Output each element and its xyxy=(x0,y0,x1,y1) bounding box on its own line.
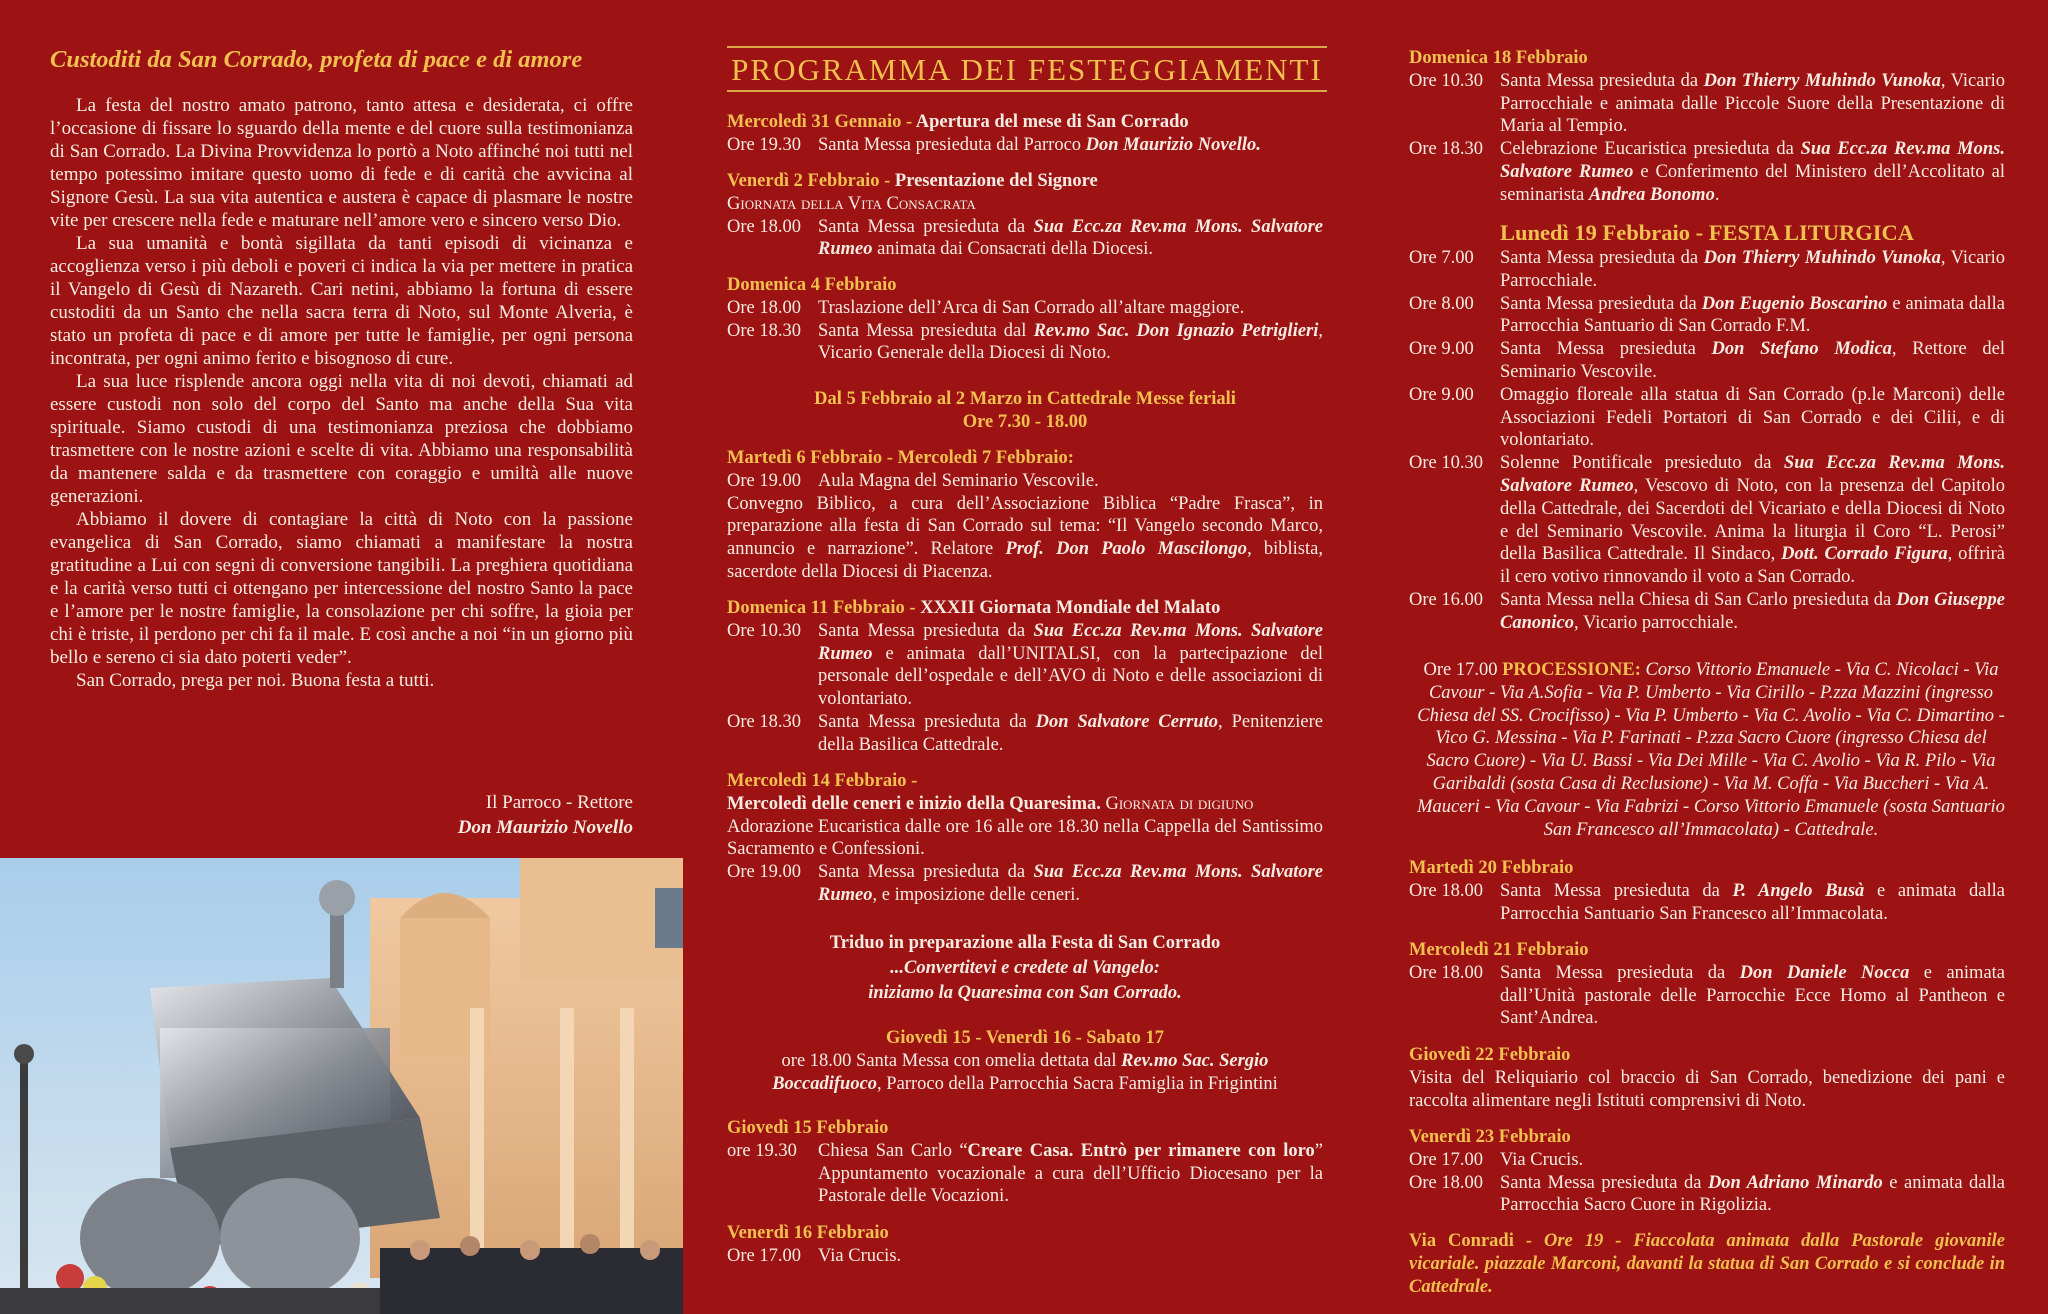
event-date: Mercoledì 21 Febbraio xyxy=(1409,940,1589,960)
procession-route xyxy=(1417,659,2005,841)
letter-paragraph: Abbiamo il dovere di contagiare la città di Noto con la passione evangelica di San Corrado, siamo chiamati a manifestare la nostra gratitudine a Lui con segni di conversione tangibili. La preghiera quotidiana e la carità verso tutti ci ottengano per intercessione del nostro Santo la pace e l’amore per le nostre famiglie, la consolazione per chi soffre, la gioia per chi è triste, il perdono per chi fa il male. E così anche a noi “in un giorno più bello e sereno ci sia dato poterti veder”. xyxy=(50,509,633,668)
event-desc: Santa Messa presieduta da xyxy=(818,711,1036,732)
event-desc: Convegno Biblico, a cura dell’Associazione Biblica “Padre Frasca”, in preparazione alla festa di San Corrado sul tema: “Il Vangelo secondo Marco, annuncio e narrazione”. Relatore xyxy=(727,493,1323,560)
event-desc: Solenne Pontificale presieduto da xyxy=(1500,453,1784,474)
event-person: Prof. Don Paolo Mascilongo xyxy=(1005,539,1248,560)
event-desc: Santa Messa presieduta da xyxy=(1500,962,1740,983)
event-desc: , Penitenziere della Basilica Cattedrale. xyxy=(818,711,1323,755)
event-desc: , Vicario Parrocchiale e animata dalle Piccole Suore della Presentazione di Maria al Tempio. xyxy=(1500,70,2006,137)
notice-line: ...Convertitevi e credete al Vangelo: xyxy=(890,958,1160,978)
event-desc: Traslazione dell’Arca di San Corrado all’altare maggiore. xyxy=(818,297,1245,318)
event-title: Presentazione del Signore xyxy=(894,171,1098,191)
event-desc: ” Appuntamento vocazionale a cura dell’Ufficio Diocesano per la Pastorale delle Vocazioni. xyxy=(818,1140,1323,1207)
event-person: Dott. Corrado Figura xyxy=(1781,544,1948,565)
program-event xyxy=(727,1117,1323,1208)
event-time: Ore 19.00 xyxy=(727,862,801,883)
program-event xyxy=(727,111,1323,157)
event-desc: , offrirà il cero votivo rinnovando il voto a San Corrado. xyxy=(1500,544,2005,588)
event-desc: Santa Messa nella Chiesa di San Carlo presieduta da xyxy=(1500,589,1897,610)
procession-photo xyxy=(0,858,683,1314)
event-desc: , Parroco della Parrocchia Sacra Famiglia in Frigintini xyxy=(877,1073,1278,1094)
event-desc: , Vescovo di Noto, con la presenza del Capitolo della Cattedrale, dei Sacerdoti del Vicariato e della Diocesi di Noto e del Seminario Vescovile. Anima la liturgia il Coro “L. Perosi” della Basilica Cattedrale. Il Sindaco, xyxy=(1500,475,2006,565)
procession-label: PROCESSIONE: xyxy=(1502,660,1641,680)
event-desc: , e imposizione delle ceneri. xyxy=(872,884,1081,905)
event-person: Sua Ecc.za Rev.ma Mons. Salvatore Rumeo xyxy=(818,620,1323,664)
event-title: XXXII Giornata Mondiale del Malato xyxy=(920,598,1221,618)
event-desc: Santa Messa presieduta dal Parroco xyxy=(818,134,1086,155)
event-desc: Via Crucis. xyxy=(1500,1149,1584,1170)
event-desc: , Vicario Parrocchiale. xyxy=(1500,248,2006,291)
program-event xyxy=(1409,1126,2005,1217)
event-time: Ore 9.00 xyxy=(1409,384,1474,405)
event-person: Sua Ecc.za Rev.ma Mons. Salvatore Rumeo xyxy=(1500,453,2005,496)
event-date: Mercoledì 14 Febbraio - xyxy=(727,771,918,791)
notice-line: Dal 5 Febbraio al 2 Marzo in Cattedrale Messe feriali xyxy=(814,389,1236,409)
event-desc: Santa Messa presieduta da xyxy=(1500,880,1733,901)
program-event xyxy=(1409,47,2005,207)
event-person: Don Stefano Modica xyxy=(1711,339,1892,360)
fiaccolata-desc: - Ore 19 - Fiaccolata animata dalla Pastorale giovanile vicariale. piazzale Marconi, davanti la statua di San Corrado e si conclude in Cattedrale. xyxy=(1409,1231,2005,1297)
event-desc: e animata dalla Parrocchia Sacro Cuore in Rigolizia. xyxy=(1500,1172,2006,1216)
program-event xyxy=(727,1222,1323,1268)
notice-line: Triduo in preparazione alla Festa di San Corrado xyxy=(829,933,1221,953)
program-event xyxy=(727,1027,1323,1095)
event-date: Mercoledì 31 Gennaio xyxy=(727,112,902,132)
event-desc: Via Crucis. xyxy=(818,1245,902,1266)
event-person: Don Thierry Muhindo Vunoka xyxy=(1703,70,1941,91)
event-person: Sua Ecc.za Rev.ma Mons. Salvatore Rumeo xyxy=(818,862,1323,905)
event-time: Ore 18.00 xyxy=(1409,1172,1483,1193)
program-event xyxy=(727,274,1323,365)
event-date: Domenica 11 Febbraio xyxy=(727,598,905,618)
festa-liturgica xyxy=(1409,219,2005,635)
event-date: Venerdì 23 Febbraio xyxy=(1409,1127,1571,1147)
fiaccolata-place: Via Conradi xyxy=(1409,1231,1514,1251)
event-desc: Santa Messa presieduta da xyxy=(1500,70,1704,91)
event-time: Ore 18.30 xyxy=(727,320,801,341)
fiaccolata xyxy=(1409,1230,2005,1298)
event-desc: , Vicario Generale della Diocesi di Noto. xyxy=(818,320,1324,364)
event-desc: ore 18.00 Santa Messa con omelia dettata dal xyxy=(781,1050,1122,1071)
event-title: Mercoledì delle ceneri e inizio della Quaresima. xyxy=(727,793,1101,814)
event-time: Ore 8.00 xyxy=(1409,293,1474,314)
event-person: Don Daniele Nocca xyxy=(1739,962,1910,983)
event-person: Don Maurizio Novello. xyxy=(1085,134,1261,155)
event-time: ore 19.30 xyxy=(727,1140,797,1161)
program-column xyxy=(727,0,1323,1314)
event-date: Giovedì 22 Febbraio xyxy=(1409,1045,1571,1065)
event-desc: Chiesa San Carlo “ xyxy=(818,1140,968,1161)
triduo-notice xyxy=(727,931,1323,1006)
event-desc: Omaggio floreale alla statua di San Corrado (p.le Marconi) delle Associazioni Fedeli Portatori di San Corrado e dei Cilii, e di volontariato. xyxy=(1500,384,2005,451)
event-title: Creare Casa. Entrò per rimanere con loro xyxy=(967,1140,1315,1161)
event-date: Venerdì 16 Febbraio xyxy=(727,1223,889,1243)
event-person: Don Eugenio Boscarino xyxy=(1701,293,1888,314)
program-event xyxy=(727,170,1323,261)
letter-paragraph: La festa del nostro amato patrono, tanto attesa e desiderata, ci offre l’occasione di fissare lo sguardo della mente e del cuore sulla testimonianza di San Corrado. La Divina Provvidenza lo portò a Noto affinché noi tutti nel tempo potessimo imitare questo uomo di fede e di carità che avvicina al Signore Gesù. La sua vita autentica e austera è capace di plasmare le nostre vite per crescere nella fede e maturare nell’amore vero e sincero verso Dio. xyxy=(50,95,633,231)
event-date: Giovedì 15 Febbraio xyxy=(727,1118,889,1138)
event-subtitle: Giornata di digiuno xyxy=(1100,793,1254,814)
event-person: Don Giuseppe Canonico xyxy=(1500,589,2006,633)
event-date: Domenica 18 Febbraio xyxy=(1409,48,1588,68)
event-desc: . xyxy=(1714,184,1720,205)
event-sep: - xyxy=(879,171,895,191)
event-time: Ore 19.30 xyxy=(727,134,801,155)
event-desc: Santa Messa presieduta da xyxy=(1500,248,1704,268)
program-event xyxy=(1409,857,2005,925)
program-column-right xyxy=(1409,0,2005,1314)
event-desc: e animata dall’Unità pastorale delle Parrocchie Ecce Homo al Pantheon e Sant’Andrea. xyxy=(1500,962,2006,1029)
event-desc: , biblista, sacerdote della Diocesi di Piacenza. xyxy=(727,539,1323,582)
event-desc: Visita del Reliquiario col braccio di San Corrado, benedizione dei pani e raccolta alimentare negli Istituti comprensivi di Noto. xyxy=(1409,1067,2005,1111)
event-desc: Santa Messa presieduta dal xyxy=(818,320,1034,341)
event-subtitle: Giornata della Vita Consacrata xyxy=(727,193,976,214)
signature-name: Don Maurizio Novello xyxy=(457,817,633,838)
event-person: Sua Ecc.za Rev.ma Mons. Salvatore Rumeo xyxy=(1500,139,2005,182)
program-event xyxy=(727,597,1323,757)
procession-time: Ore 17.00 xyxy=(1423,660,1503,680)
event-time: Ore 18.00 xyxy=(727,297,801,318)
event-desc: e animata dall’UNITALSI, con la partecipazione del personale dell’ospedale e dell’AVO di Noto e delle associazioni di volontariato. xyxy=(818,643,1323,710)
letter-paragraph: La sua luce risplende ancora oggi nella vita di noi devoti, chiamati ad essere custodi non solo del corpo del Santo ma anche della Sua vita spirituale. Siamo custodi di una testimonianza preziosa che dobbiamo trasmettere con le nostre azioni e scelte di vita. Abbiamo una responsabilità da mantenere salda e da trasmettere con coraggio e umiltà alle nuove generazioni. xyxy=(50,371,633,507)
event-desc: Adorazione Eucaristica dalle ore 16 alle ore 18.30 nella Cappella del Santissimo Sacramento e Confessioni. xyxy=(727,816,1323,860)
letter-column xyxy=(0,0,683,1314)
event-person: Andrea Bonomo xyxy=(1588,184,1715,205)
event-time: Ore 10.30 xyxy=(1409,453,1483,474)
event-date: Martedì 6 Febbraio - Mercoledì 7 Febbraio: xyxy=(727,448,1074,468)
letter-paragraph: San Corrado, prega per noi. Buona festa a tutti. xyxy=(76,670,435,691)
notice-line: iniziamo la Quaresima con San Corrado. xyxy=(868,983,1182,1003)
event-person: Rev.mo Sac. Don Ignazio Petriglieri xyxy=(1033,320,1319,341)
event-desc: e animata dalla Parrocchia Santuario San Francesco all’Immacolata. xyxy=(1500,880,2005,924)
event-time: Ore 18.00 xyxy=(1409,962,1483,983)
event-date: Venerdì 2 Febbraio xyxy=(727,171,880,191)
event-desc: Santa Messa presieduta da xyxy=(818,862,1034,883)
event-desc: , Rettore del Seminario Vescovile. xyxy=(1500,339,2005,382)
event-desc: , Vicario parrocchiale. xyxy=(1574,612,1738,633)
event-time: Ore 17.00 xyxy=(1409,1149,1483,1170)
event-desc: Santa Messa presieduta da xyxy=(818,216,1034,237)
festa-title: Lunedì 19 Febbraio - FESTA LITURGICA xyxy=(1499,220,1915,245)
event-time: Ore 18.00 xyxy=(727,216,801,237)
event-time: Ore 19.00 xyxy=(727,470,801,491)
event-time: Ore 9.00 xyxy=(1409,339,1474,360)
event-time: Ore 17.00 xyxy=(727,1245,801,1266)
event-desc: Santa Messa presieduta xyxy=(1500,339,1712,360)
event-sep: - xyxy=(901,112,916,132)
letter-body xyxy=(50,94,633,692)
event-date: Domenica 4 Febbraio xyxy=(727,275,897,295)
procession-desc: Corso Vittorio Emanuele - Via C. Nicolaci - Via Cavour - Via A.Sofia - Via P. Umberto - Via Cirillo - P.zza Mazzini (ingresso Chiesa del SS. Crocifisso) - Via P. Umberto - Via C. Avolio - Via C. Dimartino - Vico G. Messina - Via P. Farinati - P.zza Sacro Cuore (ingresso Chiesa del Sacro Cuore) - Via U. Bassi - Via Dei Mille - Via C. Avolio - Via R. Pilo - Via Garibaldi (sosta Casa di Reclusione) - Via M. Coffa - Via Buccheri - Via A. Mauceri - Via Cavour - Via Fabrizi - Corso Vittorio Emanuele (sosta Santuario San Francesco all’Immacolata) - Cattedrale. xyxy=(1417,660,2005,840)
program-notice xyxy=(727,388,1323,434)
event-person: Don Thierry Muhindo Vunoka xyxy=(1703,248,1941,268)
event-desc: Santa Messa presieduta da xyxy=(1500,1172,1708,1193)
event-desc: e animata dalla Parrocchia Santuario di San Corrado F.M. xyxy=(1500,293,2006,337)
program-event xyxy=(1409,1044,2005,1112)
event-desc: Santa Messa presieduta da xyxy=(1500,293,1702,314)
event-time: Ore 7.00 xyxy=(1409,248,1474,268)
notice-line: Ore 7.30 - 18.00 xyxy=(962,411,1088,432)
event-title: Apertura del mese di San Corrado xyxy=(915,112,1189,132)
event-time: Ore 18.30 xyxy=(1409,139,1483,160)
program-title: PROGRAMMA DEI FESTEGGIAMENTI xyxy=(727,46,1327,92)
event-person: Don Adriano Minardo xyxy=(1707,1172,1883,1193)
program-event xyxy=(1409,939,2005,1030)
letter-title: Custoditi da San Corrado, profeta di pace e di amore xyxy=(50,46,583,73)
event-person: Rev.mo Sac. Sergio Boccadifuoco xyxy=(772,1050,1269,1094)
event-desc: animata dai Consacrati della Diocesi. xyxy=(872,239,1153,260)
event-date: Giovedì 15 - Venerdì 16 - Sabato 17 xyxy=(885,1028,1165,1048)
event-time: Ore 16.00 xyxy=(1409,589,1483,610)
event-desc: Aula Magna del Seminario Vescovile. xyxy=(818,470,1099,491)
event-time: Ore 18.00 xyxy=(1409,880,1483,901)
event-time: Ore 10.30 xyxy=(1409,70,1483,91)
event-desc: Santa Messa presieduta da xyxy=(818,620,1034,641)
event-time: Ore 18.30 xyxy=(727,711,801,732)
event-time: Ore 10.30 xyxy=(727,620,801,641)
event-date: Martedì 20 Febbraio xyxy=(1409,858,1574,878)
event-person: Don Salvatore Cerruto xyxy=(1035,711,1218,732)
signature-role: Il Parroco - Rettore xyxy=(485,792,633,813)
letter-paragraph: La sua umanità e bontà sigillata da tanti episodi di vicinanza e accoglienza verso i più deboli e poveri ci indica la via per mettere in pratica il Vangelo di Gesù di Nazareth. Cari netini, abbiamo la fortuna di essere custoditi da un Santo che nella sacra terra di Noto, sul Monte Alveria, è stato un profeta di pace e di amore per tutte le famiglie, per ogni persona incontrata, per ogni animo ferito e bisognoso di cure. xyxy=(50,233,633,369)
program-event xyxy=(727,770,1323,907)
program-event xyxy=(727,447,1323,584)
event-person: Sua Ecc.za Rev.ma Mons. Salvatore Rumeo xyxy=(818,216,1323,260)
event-sep: - xyxy=(904,598,921,618)
event-desc: e Conferimento del Ministero dell’Accolitato al seminarista xyxy=(1500,161,2006,205)
event-person: P. Angelo Busà xyxy=(1732,880,1865,901)
event-desc: Celebrazione Eucaristica presieduta da xyxy=(1500,139,1801,160)
